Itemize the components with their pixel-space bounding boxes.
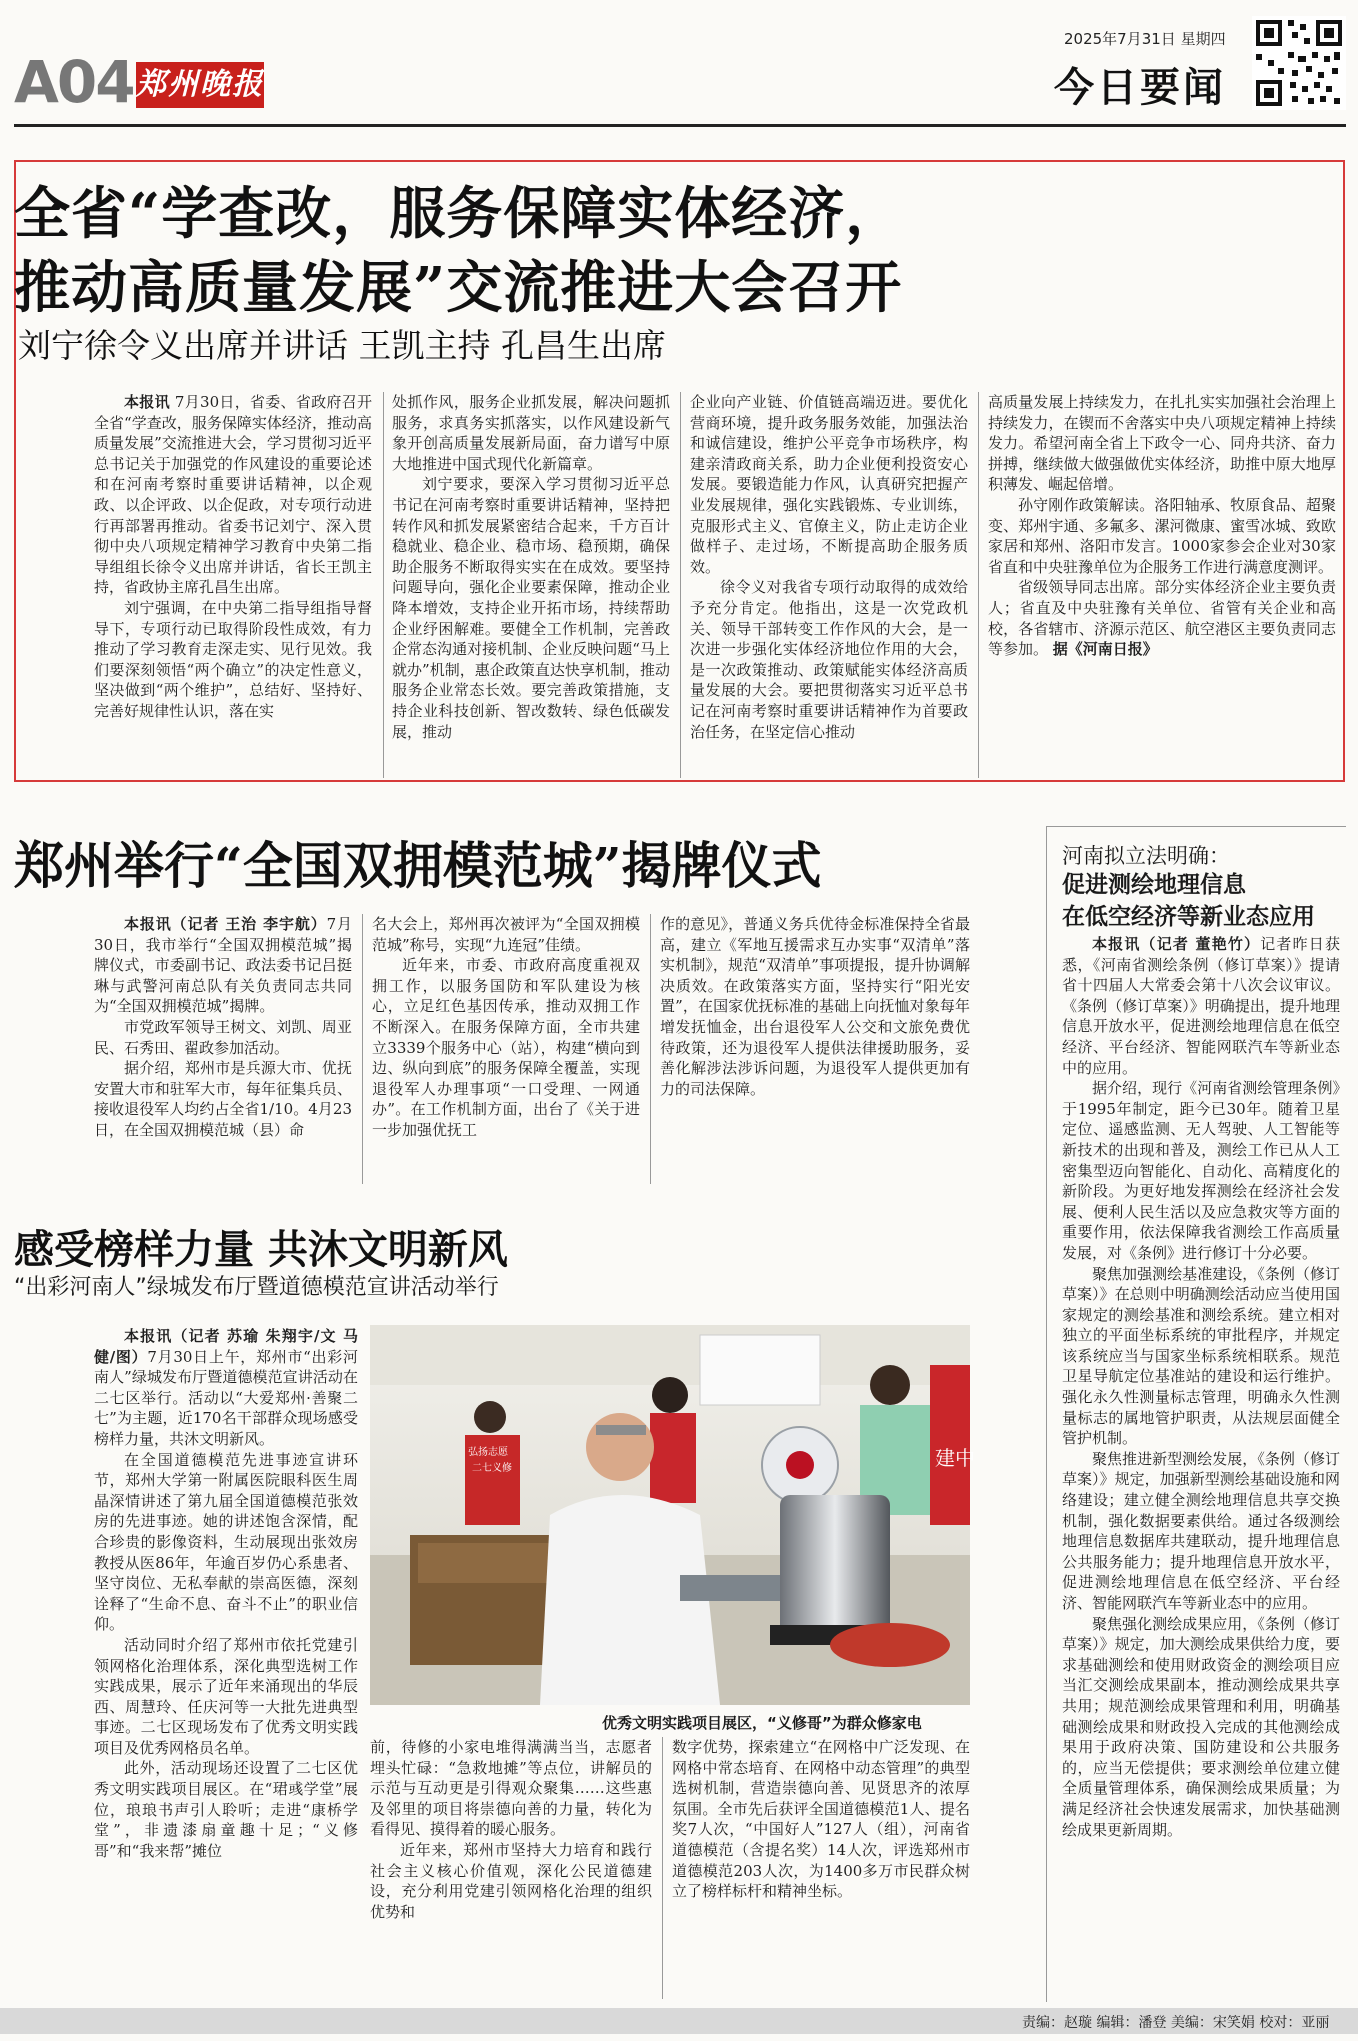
- story2-paragraph: 名大会上，郑州再次被评为“全国双拥模范城”称号，实现“九连冠”佳绩。: [372, 915, 640, 954]
- story2-column-2: [372, 914, 640, 1184]
- column-divider: [978, 392, 979, 778]
- lead-paragraph: 高质量发展上持续发力，在扎扎实实加强社会治理上持续发力，在锲而不舍落实中央八项规定精神上持续发力。希望河南全省上下政令一心、同舟共济、奋力拼搏，继续做大做强做优实体经济，助推中原大地厚积薄发、崛起倍增。: [988, 393, 1336, 494]
- lead-paragraph: 刘宁强调，在中央第二指导组指导督导下，专项行动已取得阶段性成效，有力推动了学习教育走深走实、见行见效。我们要深刻领悟“两个确立”的决定性意义，坚决做到“两个维护”，总结好、坚持好、完善好规律性认识，落在实: [94, 598, 372, 720]
- lead-column-4: [988, 392, 1336, 778]
- masthead-rule: [14, 124, 1346, 127]
- story3-subheadline: “出彩河南人”绿城发布厅暨道德模范宣讲活动举行: [14, 1275, 499, 1300]
- story2-paragraph: 作的意见》，普通义务兵优待金标准保持全省最高，建立《军地互援需求互办实事“双清单”落实机制》，规范“双清单”事项提报，提升协调解决质效。在政策落实方面，坚持实行“阳光安置”，在国家优抚标准的基础上向抚恤对象每年增发抚恤金，出台退役军人公交和文旅免费优待政策，还为退役军人提供法律援助服务，妥善化解涉法涉诉问题，为退役军人提供更加有力的司法保障。: [660, 915, 970, 1098]
- story2-headline: 郑州举行“全国双拥模范城”揭牌仪式: [14, 836, 822, 895]
- sidebar-body: 本报讯（记者 董艳竹）记者昨日获悉，《河南省测绘条例（修订草案）》提请省十四届人大常委会第十八次会议审议。《条例（修订草案）》明确提出，提升地理信息开放水平，促进测绘地理信息在低空经济、平台经济、智能网联汽车等新业态中的应用。 据介绍，现行《河南省测绘管理条例》于1995年制定，距今已30年。随着卫星定位、遥感监测、无人驾驶、人工智能等新技术的出现和普及，测绘工作已从人工密集型迈向智能化、自动化、高精度化的新阶段。为更好地发挥测绘在经济社会发展、便利人民生活以及应急救灾等方面的重要作用，依法保障我省测绘工作高质量发展，对《条例》进行修订十分必要。 聚焦加强测绘基准建设，《条例（修订草案）》在总则中明确测绘活动应当使用国家规定的测绘基准和测绘系统。建立相对独立的平面坐标系统的审批程序，并规定该系统应当与国家坐标系统相联系。规范卫星导航定位基准站的建设和运行维护。强化永久性测量标志管理，明确永久性测量标志的属地管护职责，从法规层面健全管护机制。 聚焦推进新型测绘发展，《条例（修订草案）》规定，加强新型测绘基础设施和网络建设；建立健全测绘地理信息共享交换机制，强化数据要素供给。通过各级测绘地理信息数据库共建联动，提升地理信息公共服务能力；提升地理信息开放水平，促进测绘地理信息在低空经济、平台经济、智能网联汽车等新业态中的应用。 聚焦强化测绘成果应用，《条例（修订草案）》规定，加大测绘成果供给力度，要求基础测绘和使用财政资金的测绘项目应当汇交测绘成果副本，推动测绘成果共享共用；规范测绘成果管理和利用，明确基础测绘成果和财政投入完成的其他测绘成果用于政府决策、国防建设和公共服务的，应当无偿提供；要求测绘单位建立健全质量管理体系，确保测绘成果质量；为满足经济社会快速发展需求，加快基础测绘成果更新周期。: [1062, 935, 1340, 1839]
- lead-paragraph: 省级领导同志出席。部分实体经济企业主要负责人；省直及中央驻豫有关单位、省管有关企业和高校，各省辖市、济源示范区、航空港区主要负责同志等参加。 据《河南日报》: [988, 578, 1336, 659]
- column-divider: [383, 392, 384, 778]
- page-number: A04: [14, 48, 134, 116]
- qr-code-icon[interactable]: [1252, 16, 1346, 110]
- story3-column-1: 本报讯（记者 苏瑜 朱翔宇/文 马健/图）7月30日上午，郑州市“出彩河南人”绿城发布厅暨道德模范宣讲活动在二七区举行。活动以“大爱郑州·善聚二七”为主题，近170名干部群众现场感受榜样力量，共沐文明新风。 在全国道德模范先进事迹宣讲环节，郑州大学第一附属医院眼科医生周晶深情讲述了第九届全国道德模范张效房的先进事迹。她的讲述饱含深情，配合珍贵的影像资料，生动展现出张效房教授从医86年，年逾百岁仍心系患者、坚守岗位、无私奉献的崇高医德，深刻诠释了“生命不息、奋斗不止”的职业信仰。 活动同时介绍了郑州市依托党建引领网格化治理体系，深化典型选树工作实践成果，展示了近年来涌现出的华辰西、周慧玲、任庆河等一大批先进典型事迹。二七区现场发布了优秀文明实践项目及优秀网格员名单。 此外，活动现场还设置了二七区优秀文明实践项目展区。在“珺彧学堂”展位，琅琅书声引人聆听；走进“康桥学堂”，非遗漆扇童趣十足；“义修哥”和“我来帮”摊位: [94, 1327, 358, 1860]
- lead-headline-line-2: 推动高质量发展”交流推进大会召开: [14, 255, 903, 321]
- lead-paragraph: 企业向产业链、价值链高端迈进。要优化营商环境，提升政务服务效能，加强法治和诚信建设，维护公平竞争市场秩序，构建亲清政商关系，助力企业便利投资安心发展。要锻造能力作风，认真研究把握产业发展规律，强化实践锻炼、专业训练，克服形式主义、官僚主义，防止走访企业做样子、走过场，不断提高助企服务质效。: [690, 393, 968, 576]
- sidebar-headline-line-1: 促进测绘地理信息: [1062, 871, 1246, 898]
- sidebar-paragraph: 聚焦加强测绘基准建设，《条例（修订草案）》在总则中明确测绘活动应当使用国家规定的测绘基准和测绘系统。建立相对独立的平面坐标系统的审批程序，并规定该系统应当与国家坐标系统相联系。规范卫星导航定位基准站的建设和运行维护。强化永久性测量标志管理，明确永久性测量标志的属地管护职责，从法规层面健全管护机制。: [1062, 1264, 1340, 1448]
- story3-column-2: [370, 1737, 652, 1999]
- column-divider: [362, 914, 363, 1184]
- lead-paragraph: 刘宁要求，要深入学习贯彻习近平总书记在河南考察时重要讲话精神，坚持把转作风和抓发展紧密结合起来，千方百计稳就业、稳企业、稳市场、稳预期，确保助企服务不断取得实实在在成效。要坚持问题导向，强化企业要素保障，推动企业降本增效，支持企业开拓市场，持续帮助企业纾困解难。要健全工作机制，完善政企常态沟通对接机制、企业反映问题“马上就办”机制，惠企政策直达快享机制，推动服务企业常态长效。要完善政策措施，支持企业科技创新、智改数转、绿色低碳发展，推动: [392, 475, 670, 741]
- story3-headline: 感受榜样力量 共沐文明新风: [14, 1226, 508, 1273]
- lead-column-2: [392, 392, 670, 778]
- story2-column-3: [660, 914, 970, 1184]
- story3-paragraph: 数字优势，探索建立“在网格中广泛发现、在网格中常态培育、在网格中动态管理”的典型选树机制，营造崇德向善、见贤思齐的浓厚氛围。全市先后获评全国道德模范1人、提名奖7人次，“中国好人”127人（组），河南省道德模范（含提名奖）14人次，评选郑州市道德模范203人次，为1400多万市民群众树立了榜样标杆和精神坐标。: [672, 1738, 970, 1901]
- sidebar-top-rule: [1046, 826, 1346, 827]
- lead-headline-line-1: 全省“学查改，服务保障实体经济，: [14, 181, 903, 247]
- photo-caption: 优秀文明实践项目展区，“义修哥”为群众修家电: [602, 1714, 922, 1732]
- footer-credits: 责编：赵璇 编辑：潘登 美编：宋笑娟 校对：亚丽: [1022, 2015, 1330, 2031]
- story2-byline: 本报讯（记者 王治 李宇航）: [124, 915, 327, 933]
- issue-date: 2025年7月31日 星期四: [1064, 30, 1226, 48]
- lead-dateline: 本报讯: [124, 393, 170, 411]
- lead-paragraph: 孙守刚作政策解读。洛阳轴承、牧原食品、超聚变、郑州宇通、多氟多、漯河微康、蜜雪冰城、致欧家居和郑州、洛阳市发言。1000家参会企业对30家省直和中央驻豫单位为企服务工作进行满意度测评。: [988, 495, 1336, 576]
- sidebar-byline: 本报讯（记者 董艳竹）: [1092, 935, 1261, 953]
- story3-paragraph: 在全国道德模范先进事迹宣讲环节，郑州大学第一附属医院眼科医生周晶深情讲述了第九届全国道德模范张效房的先进事迹。她的讲述饱含深情，配合珍贵的影像资料，生动展现出张效房教授从医86年，年逾百岁仍心系患者、坚守岗位、无私奉献的崇高医德，深刻诠释了“生命不息、奋斗不止”的职业信仰。: [94, 1450, 358, 1634]
- lead-paragraph: 徐令义对我省专项行动取得的成效给予充分肯定。他指出，这是一次党政机关、领导干部转变工作作风的大会，是一次进一步强化实体经济地位作用的大会，是一次政策推动、政策赋能实体经济高质量发展的大会。要把贯彻落实习近平总书记在河南考察时重要讲话精神作为首要政治任务，在坚定信心推动: [690, 578, 968, 741]
- lead-paragraph: 处抓作风，服务企业抓发展，解决问题抓服务，求真务实抓落实，以作风建设新气象开创高质量发展新局面，奋力谱写中原大地推进中国式现代化新篇章。: [392, 393, 670, 473]
- column-divider: [680, 392, 681, 778]
- story3-paragraph: 前，待修的小家电堆得满满当当，志愿者埋头忙碌：“急救地摊”等点位，讲解员的示范与互动更是引得观众聚集……这些惠及邻里的项目将崇德向善的力量，转化为看得见、摸得着的暖心服务。: [370, 1738, 652, 1839]
- story3-byline: 本报讯（记者 苏瑜 朱翔宇/文 马健/图）: [94, 1327, 358, 1366]
- lead-column-3: [690, 392, 968, 778]
- story3-paragraph: 近年来，郑州市坚持大力培育和践行社会主义核心价值观，深化公民道德建设，充分利用党建引领网格化治理的组织优势和: [370, 1840, 652, 1921]
- lead-column-1: [94, 392, 372, 778]
- booth-sign-text: 建中: [935, 1446, 975, 1470]
- column-divider: [650, 914, 651, 1184]
- sidebar-paragraph: 聚焦推进新型测绘发展，《条例（修订草案）》规定，加强新型测绘基础设施和网络建设；建立健全测绘地理信息共享交换机制，强化数据要素供给。通过各级测绘地理信息数据库共建联动，提升地理信息公共服务能力；提升地理信息开放水平，促进测绘地理信息在低空经济、平台经济、智能网联汽车等新业态中的应用。: [1062, 1449, 1340, 1612]
- section-title: 今日要闻: [1054, 65, 1226, 111]
- lead-subheadline: 刘宁徐令义出席并讲话 王凯主持 孔昌生出席: [18, 326, 666, 365]
- vest-text: 弘扬志愿: [468, 1447, 508, 1458]
- sidebar-divider: [1046, 826, 1047, 2002]
- sidebar-headline-line-2: 在低空经济等新业态应用: [1062, 903, 1315, 930]
- vest-text: 二七义修: [472, 1463, 512, 1474]
- story2-paragraph: 近年来，市委、市政府高度重视双拥工作，以服务国防和军队建设为核心，立足红色基因传承，推动双拥工作不断深入。在服务保障方面，全市共建立3339个服务中心（站），构建“横向到边、纵向到底”的服务保障全覆盖，实现退役军人办理事项“一口受理、一网通办”。在工作机制方面，出台了《关于进一步加强优抚工: [372, 956, 640, 1139]
- story2-paragraph: 据介绍，郑州市是兵源大市、优抚安置大市和驻军大市，每年征集兵员、接收退役军人均约占全省1/10。4月23日，在全国双拥模范城（县）命: [94, 1059, 352, 1139]
- story3-column-3: [672, 1737, 970, 1999]
- story2-paragraph: 市党政军领导王树文、刘凯、周亚民、石秀田、翟政参加活动。: [94, 1017, 352, 1057]
- lead-source: 据《河南日报》: [1052, 640, 1158, 659]
- paper-logo: 郑州晚报: [136, 62, 264, 108]
- lead-paragraph: 7月30日，省委、省政府召开全省“学查改，服务保障实体经济，推动高质量发展”交流推进大会，学习贯彻习近平总书记关于加强党的作风建设的重要论述和在河南考察时重要讲话精神，以企观政、以企评政、以企促政，对专项行动进行再部署再推动。省委书记刘宁、深入贯彻中央八项规定精神学习教育中央第二指导组组长徐令义出席并讲话，省长王凯主持，省政协主席孔昌生出席。: [94, 393, 372, 597]
- sidebar-paragraph: 聚焦强化测绘成果应用，《条例（修订草案）》规定，加大测绘成果供给力度，要求基础测绘和使用财政资金的测绘项目应当汇交测绘成果副本，推动测绘成果共享共用；规范测绘成果管理和利用，明确基础测绘成果和财政投入完成的其他测绘成果用于政府决策、国防建设和公共服务的，应当无偿提供；要求测绘单位建立健全质量管理体系，确保测绘成果质量；为满足经济社会快速发展需求，加快基础测绘成果更新周期。: [1062, 1614, 1340, 1839]
- sidebar-paragraph: 据介绍，现行《河南省测绘管理条例》于1995年制定，距今已30年。随着卫星定位、遥感监测、无人驾驶、人工智能等新技术的出现和普及，测绘工作已从人工密集型迈向智能化、自动化、高精度化的新阶段。为更好地发挥测绘在经济社会发展、便利人民生活以及应急救灾等方面的重要作用，依法保障我省测绘工作高质量发展，对《条例》进行修订十分必要。: [1062, 1079, 1340, 1262]
- story2-column-1: 本报讯（记者 王治 李宇航）7月30日，我市举行“全国双拥模范城”揭牌仪式，市委副书记、政法委书记吕挺琳与武警河南总队有关负责同志共同为“全国双拥模范城”揭牌。 市党政军领导王树文、刘凯、周亚民、石秀田、翟政参加活动。 据介绍，郑州市是兵源大市、优抚安置大市和驻军大市，每年征集兵员、接收退役军人均约占全省1/10。4月23日，在全国双拥模范城（县）命: [94, 915, 353, 1139]
- story3-paragraph: 此外，活动现场还设置了二七区优秀文明实践项目展区。在“珺彧学堂”展位，琅琅书声引人聆听；走进“康桥学堂”，非遗漆扇童趣十足；“义修哥”和“我来帮”摊位: [94, 1759, 358, 1860]
- story3-photo: [370, 1325, 975, 1705]
- sidebar-kicker: 河南拟立法明确：: [1062, 844, 1230, 868]
- story3-paragraph: 活动同时介绍了郑州市依托党建引领网格化治理体系，深化典型选树工作实践成果，展示了近年来涌现出的华辰西、周慧玲、任庆河等一大批先进典型事迹。二七区现场发布了优秀文明实践项目及优秀网格员名单。: [94, 1635, 358, 1757]
- column-divider: [662, 1737, 663, 1999]
